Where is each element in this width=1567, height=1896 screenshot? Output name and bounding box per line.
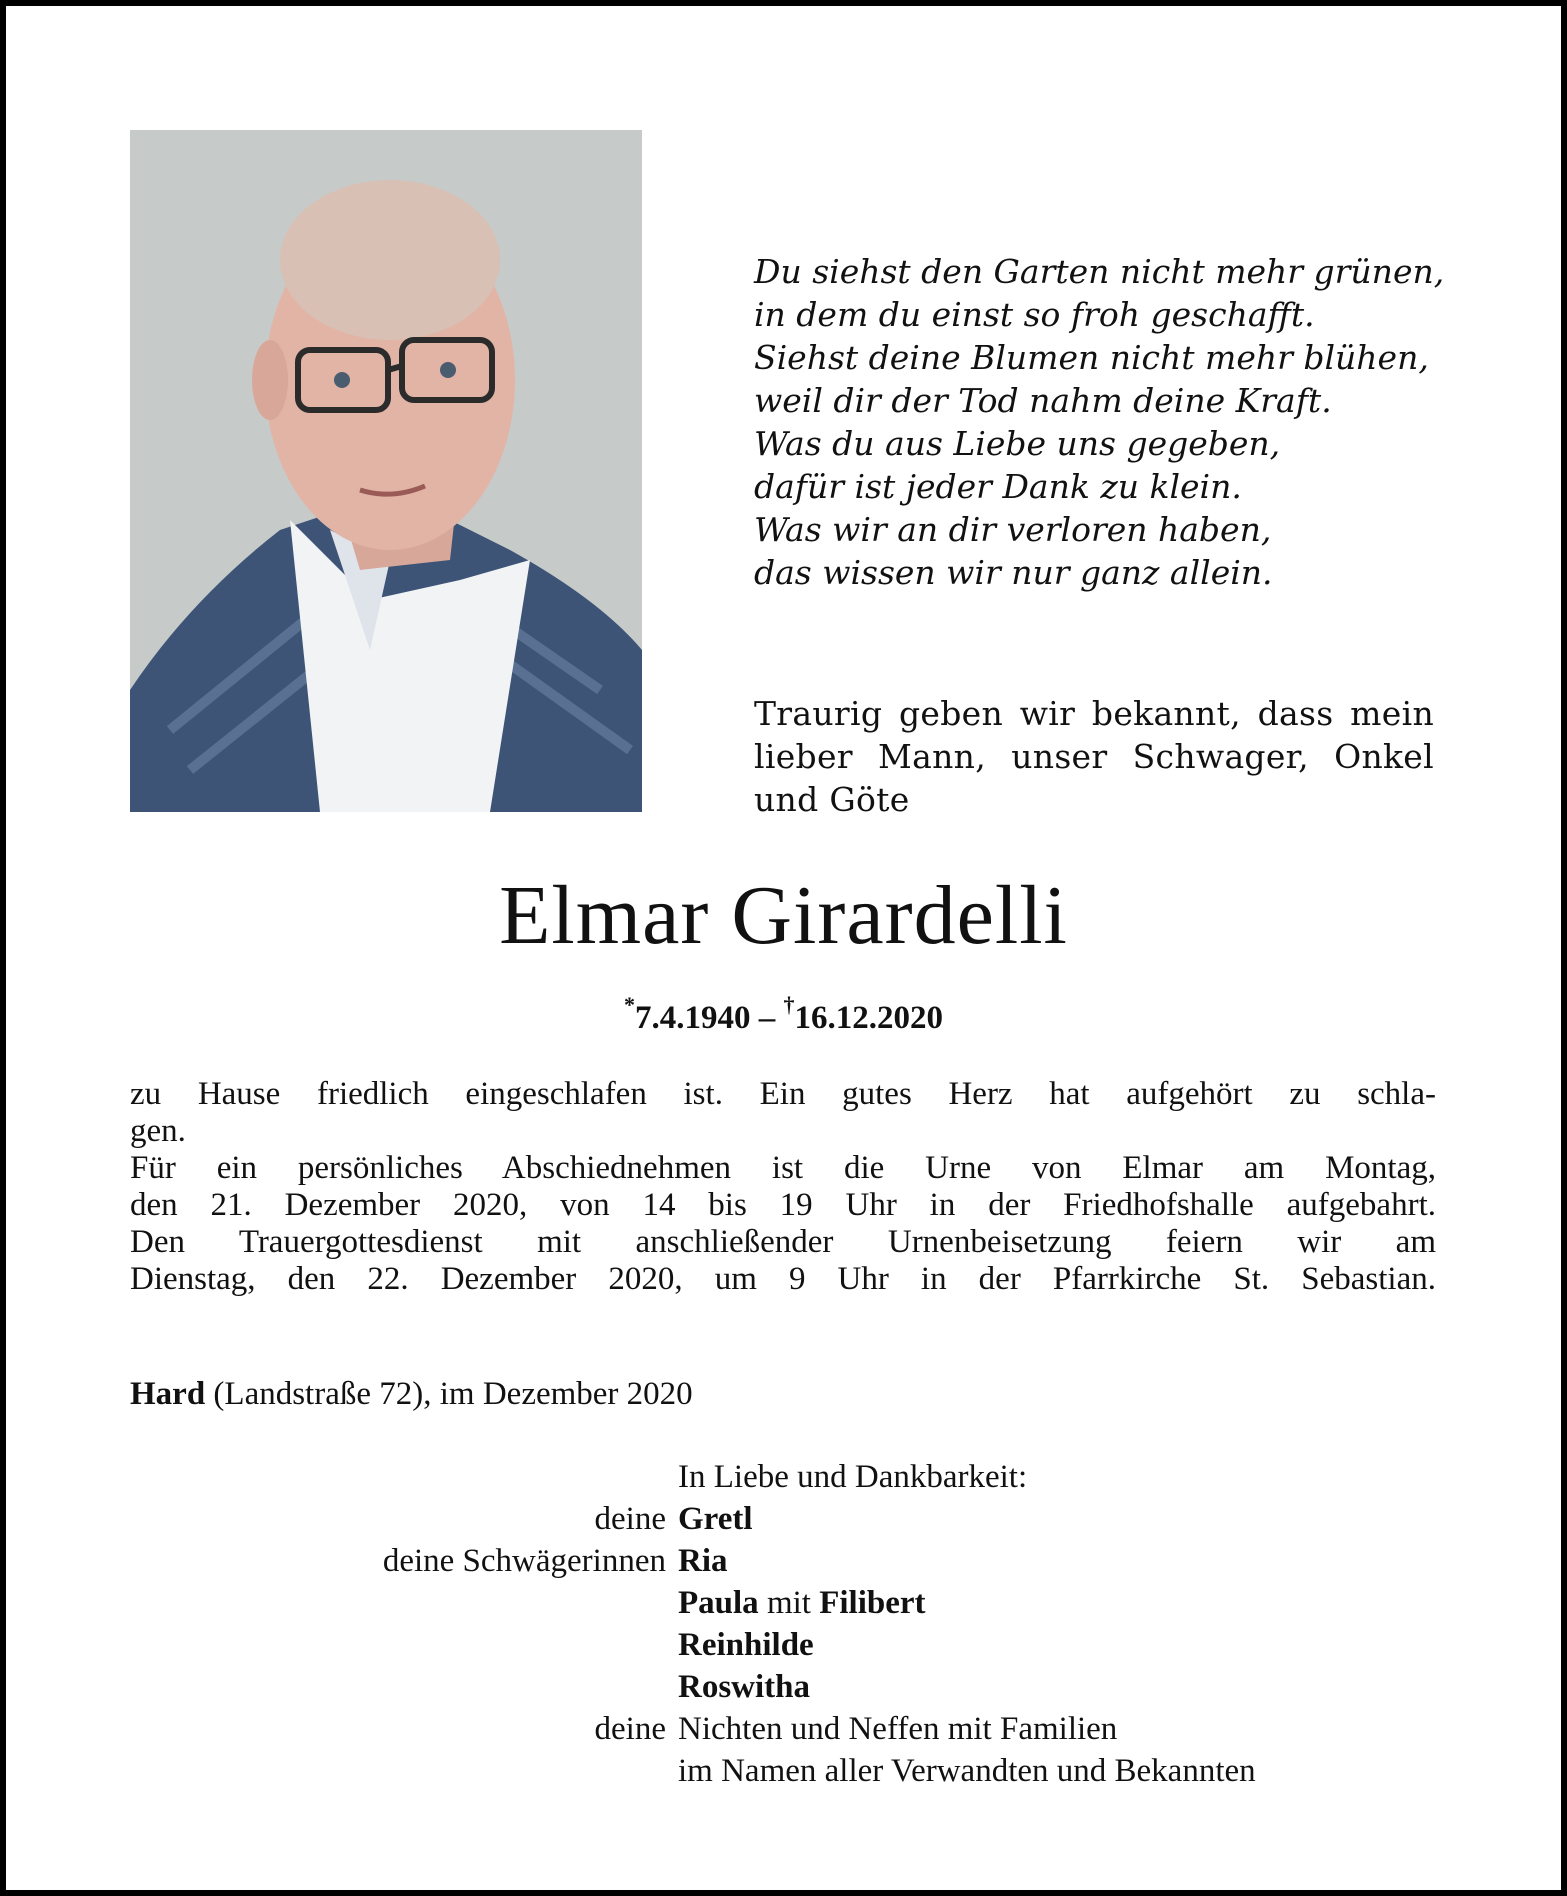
body-line: Den Trauergottesdienst mit anschließender Urnenbeisetzung feiern wir am <box>130 1224 1436 1260</box>
closing-line: im Namen aller Verwandten und Bekannten <box>678 1753 1256 1789</box>
intro-line: und Göte <box>754 780 910 819</box>
announcement-intro <box>754 692 1434 821</box>
obituary-body <box>130 1076 1436 1298</box>
mourner-name: Roswitha <box>678 1669 811 1705</box>
signature-heading: In Liebe und Dankbarkeit: <box>678 1459 1028 1495</box>
closing-row <box>130 1750 1436 1792</box>
poem-line: Du siehst den Garten nicht mehr grünen, <box>754 252 1445 291</box>
mourner-row <box>130 1624 1436 1666</box>
mourner-relation: deine Schwägerinnen <box>382 1543 666 1579</box>
poem-line: das wissen wir nur ganz allein. <box>754 553 1273 592</box>
poem-line: Was du aus Liebe uns gegeben, <box>754 424 1281 463</box>
mourner-name: Reinhilde <box>678 1627 814 1663</box>
body-line: den 21. Dezember 2020, von 14 bis 19 Uhr in der Friedhofshalle aufgebahrt. <box>130 1187 1436 1223</box>
poem <box>754 250 1454 594</box>
death-date: 16.12.2020 <box>794 1000 943 1036</box>
mourner-row <box>130 1582 1436 1624</box>
intro-line: Traurig geben wir bekannt, dass mein <box>754 694 1434 733</box>
birth-symbol: * <box>624 992 635 1017</box>
obituary-card <box>6 6 1561 1890</box>
signature-heading-row <box>130 1456 1436 1498</box>
mourner-row <box>130 1540 1436 1582</box>
body-line: Für ein persönliches Abschiednehmen ist die Urne von Elmar am Montag, <box>130 1150 1436 1186</box>
poem-line: dafür ist jeder Dank zu klein. <box>754 467 1242 506</box>
mourner-row <box>130 1708 1436 1750</box>
poem-line: Siehst deine Blumen nicht mehr blühen, <box>754 338 1429 377</box>
portrait-photo <box>130 130 642 812</box>
body-line: zu Hause friedlich eingeschlafen ist. Ein gutes Herz hat aufgehört zu schla- <box>130 1076 1436 1112</box>
mourner-relation: deine <box>594 1501 666 1537</box>
deceased-name: Elmar Girardelli <box>499 869 1068 962</box>
mourner-connector: mit <box>758 1585 820 1621</box>
life-dates <box>6 992 1561 1037</box>
mourner-name: Paula <box>678 1585 759 1621</box>
mourner-relation: deine <box>594 1711 666 1747</box>
date-separator: – <box>758 1000 776 1036</box>
nieces-nephews: Nichten und Neffen mit Familien <box>678 1711 1118 1747</box>
place-and-date <box>130 1376 1030 1413</box>
body-line: Dienstag, den 22. Dezember 2020, um 9 Uhr in der Pfarrkirche St. Sebastian. <box>130 1261 1436 1297</box>
mourner-partner-name: Filibert <box>819 1585 926 1621</box>
address-and-date: (Landstraße 72), im Dezember 2020 <box>205 1376 693 1412</box>
poem-line: weil dir der Tod nahm deine Kraft. <box>754 381 1332 420</box>
mourner-row <box>130 1498 1436 1540</box>
mourner-row <box>130 1666 1436 1708</box>
birth-date: 7.4.1940 <box>635 1000 751 1036</box>
poem-line: in dem du einst so froh geschafft. <box>754 295 1315 334</box>
poem-line: Was wir an dir verloren haben, <box>754 510 1272 549</box>
intro-line: lieber Mann, unser Schwager, Onkel <box>754 737 1434 776</box>
mourner-name: Ria <box>678 1543 728 1579</box>
death-symbol: † <box>783 992 795 1017</box>
signature-block <box>130 1456 1436 1792</box>
mourner-name: Gretl <box>678 1501 753 1537</box>
body-line: gen. <box>130 1113 186 1149</box>
town: Hard <box>130 1376 206 1412</box>
